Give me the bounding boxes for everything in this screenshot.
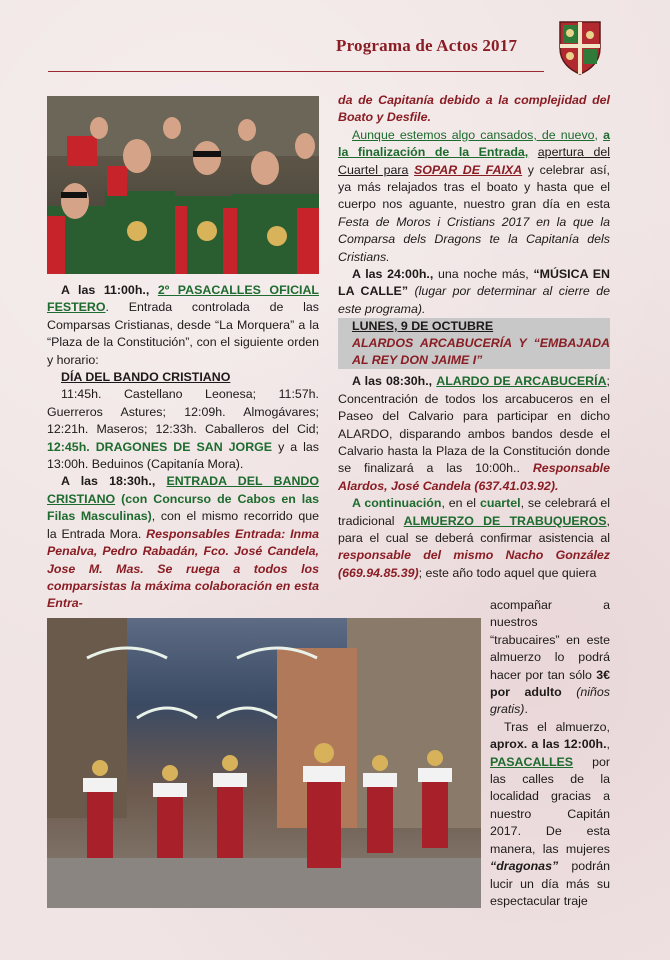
alardo-title: ALARDO DE ARCABUCERÍA bbox=[436, 374, 607, 389]
sopar-title: SOPAR DE FAIXA bbox=[414, 162, 523, 177]
dragones-label: DRAGONES DE SAN JORGE bbox=[95, 439, 273, 454]
continuation-text: da de Capitanía debido a la complejidad del Boato y Desfile. bbox=[338, 93, 610, 125]
musica-title: “MÚSICA EN LA CALLE” bbox=[338, 267, 610, 299]
day-heading: LUNES, 9 DE OCTUBRE bbox=[338, 318, 610, 335]
almuerzo-continuation: acompañar a nuestros “trabucaires” en este almuerzo lo podrá hacer por tan sólo 3€ por adulto (niños gratis). bbox=[490, 598, 610, 717]
right-column-lower bbox=[490, 597, 610, 910]
festeros-photo bbox=[47, 96, 319, 274]
shield-logo-icon bbox=[556, 18, 604, 76]
pasacalles-lunes-paragraph: Tras el almuerzo, aprox. a las 12:00h., PASACALLES por las calles de la localidad gracias a nuestro Capitán 2017. De esta manera, las mujeres “dragonas” podrán lucir un día más su espectacular traje bbox=[490, 719, 610, 908]
bando-title: DÍA DEL BANDO CRISTIANO bbox=[61, 370, 231, 385]
pasacalles-title: 2º PASACALLES OFICIAL FESTERO bbox=[47, 283, 319, 315]
entrada-title: ENTRADA DEL BANDO CRISTIANO bbox=[47, 474, 319, 506]
almuerzo-title: ALMUERZO DE TRABUQUEROS bbox=[403, 513, 607, 528]
day-subheading: ALARDOS ARCABUCERÍA Y “EMBAJADA AL REY DON JAIME I” bbox=[338, 335, 610, 369]
left-column bbox=[47, 282, 319, 613]
pasacalles-paragraph: A las 11:00h., 2º PASACALLES OFICIAL FESTERO. Entrada controlada de las Comparsas Cristianas, desde “La Morquera” a la “Plaza de la Constitución”, con el siguiente orden y horario: bbox=[47, 283, 319, 367]
entrada-responsables: Responsables Entrada: Inma Penalva, Pedro Rabadán, Fco. José Candela, Jose M. Mas. Se ruega a todos los comparsistas la máxima colaboración en esta Entra- bbox=[47, 526, 319, 611]
pasacalles-lunes-title: PASACALLES bbox=[490, 754, 574, 769]
almuerzo-paragraph: A continuación, en el cuartel, se celebrará el tradicional ALMUERZO DE TRABUQUEROS, para el cual se deberá confirmar asistencia al responsable del mismo Nacho González (669.94.85.39); este año todo aquel que quiera bbox=[338, 496, 610, 580]
alardo-paragraph: A las 08:30h., ALARDO DE ARCABUCERÍA; Concentración de todos los arcabuceros en el Paseo del Calvario para participar en dicho ALARDO, disparando ambos bandos desde el Calvario hasta la Plaza de la Constitución donde se finalizará a las 10:00h.. Responsable Alardos, José Candela (637.41.03.92). bbox=[338, 374, 610, 493]
right-column bbox=[338, 92, 610, 582]
sopar-paragraph: Aunque estemos algo cansados, de nuevo, a la finalización de la Entrada, apertura del Cuartel para SOPAR DE FAIXA y celebrar así, ya más relajados tras el boato y hasta que el cuerpo nos aguante, nuestro gran día en esta Festa de Moros i Cristians 2017 en la que la Comparsa dels Dragons te la Capitanía dels Cristians. bbox=[338, 127, 610, 264]
page-title: Programa de Actos 2017 bbox=[336, 36, 518, 55]
header-divider bbox=[48, 71, 544, 72]
desfile-photo bbox=[47, 618, 481, 908]
entrada-paragraph: A las 18:30h., ENTRADA DEL BANDO CRISTIANO (con Concurso de Cabos en las Filas Masculinas), con el mismo recorrido que la Entrada Mora. Responsables Entrada: Inma Penalva, Pedro Rabadán, Fco. José Candela, Jose M. Mas. Se ruega a todos los comparsistas la máxima colaboración en esta Entra- bbox=[47, 474, 319, 611]
musica-paragraph: A las 24:00h., una noche más, “MÚSICA EN LA CALLE” (lugar por determinar al cierre de este programa). bbox=[338, 267, 610, 316]
bando-schedule: 11:45h. Castellano Leonesa; 11:57h. Guerreros Astures; 12:09h. Almogávares; 12:21h. Maseros; 12:33h. Caballeros del Cid; 12:45h. DRAGONES DE SAN JORGE y a las 13:00h. Beduinos (Capitanía Mora). bbox=[47, 387, 319, 472]
